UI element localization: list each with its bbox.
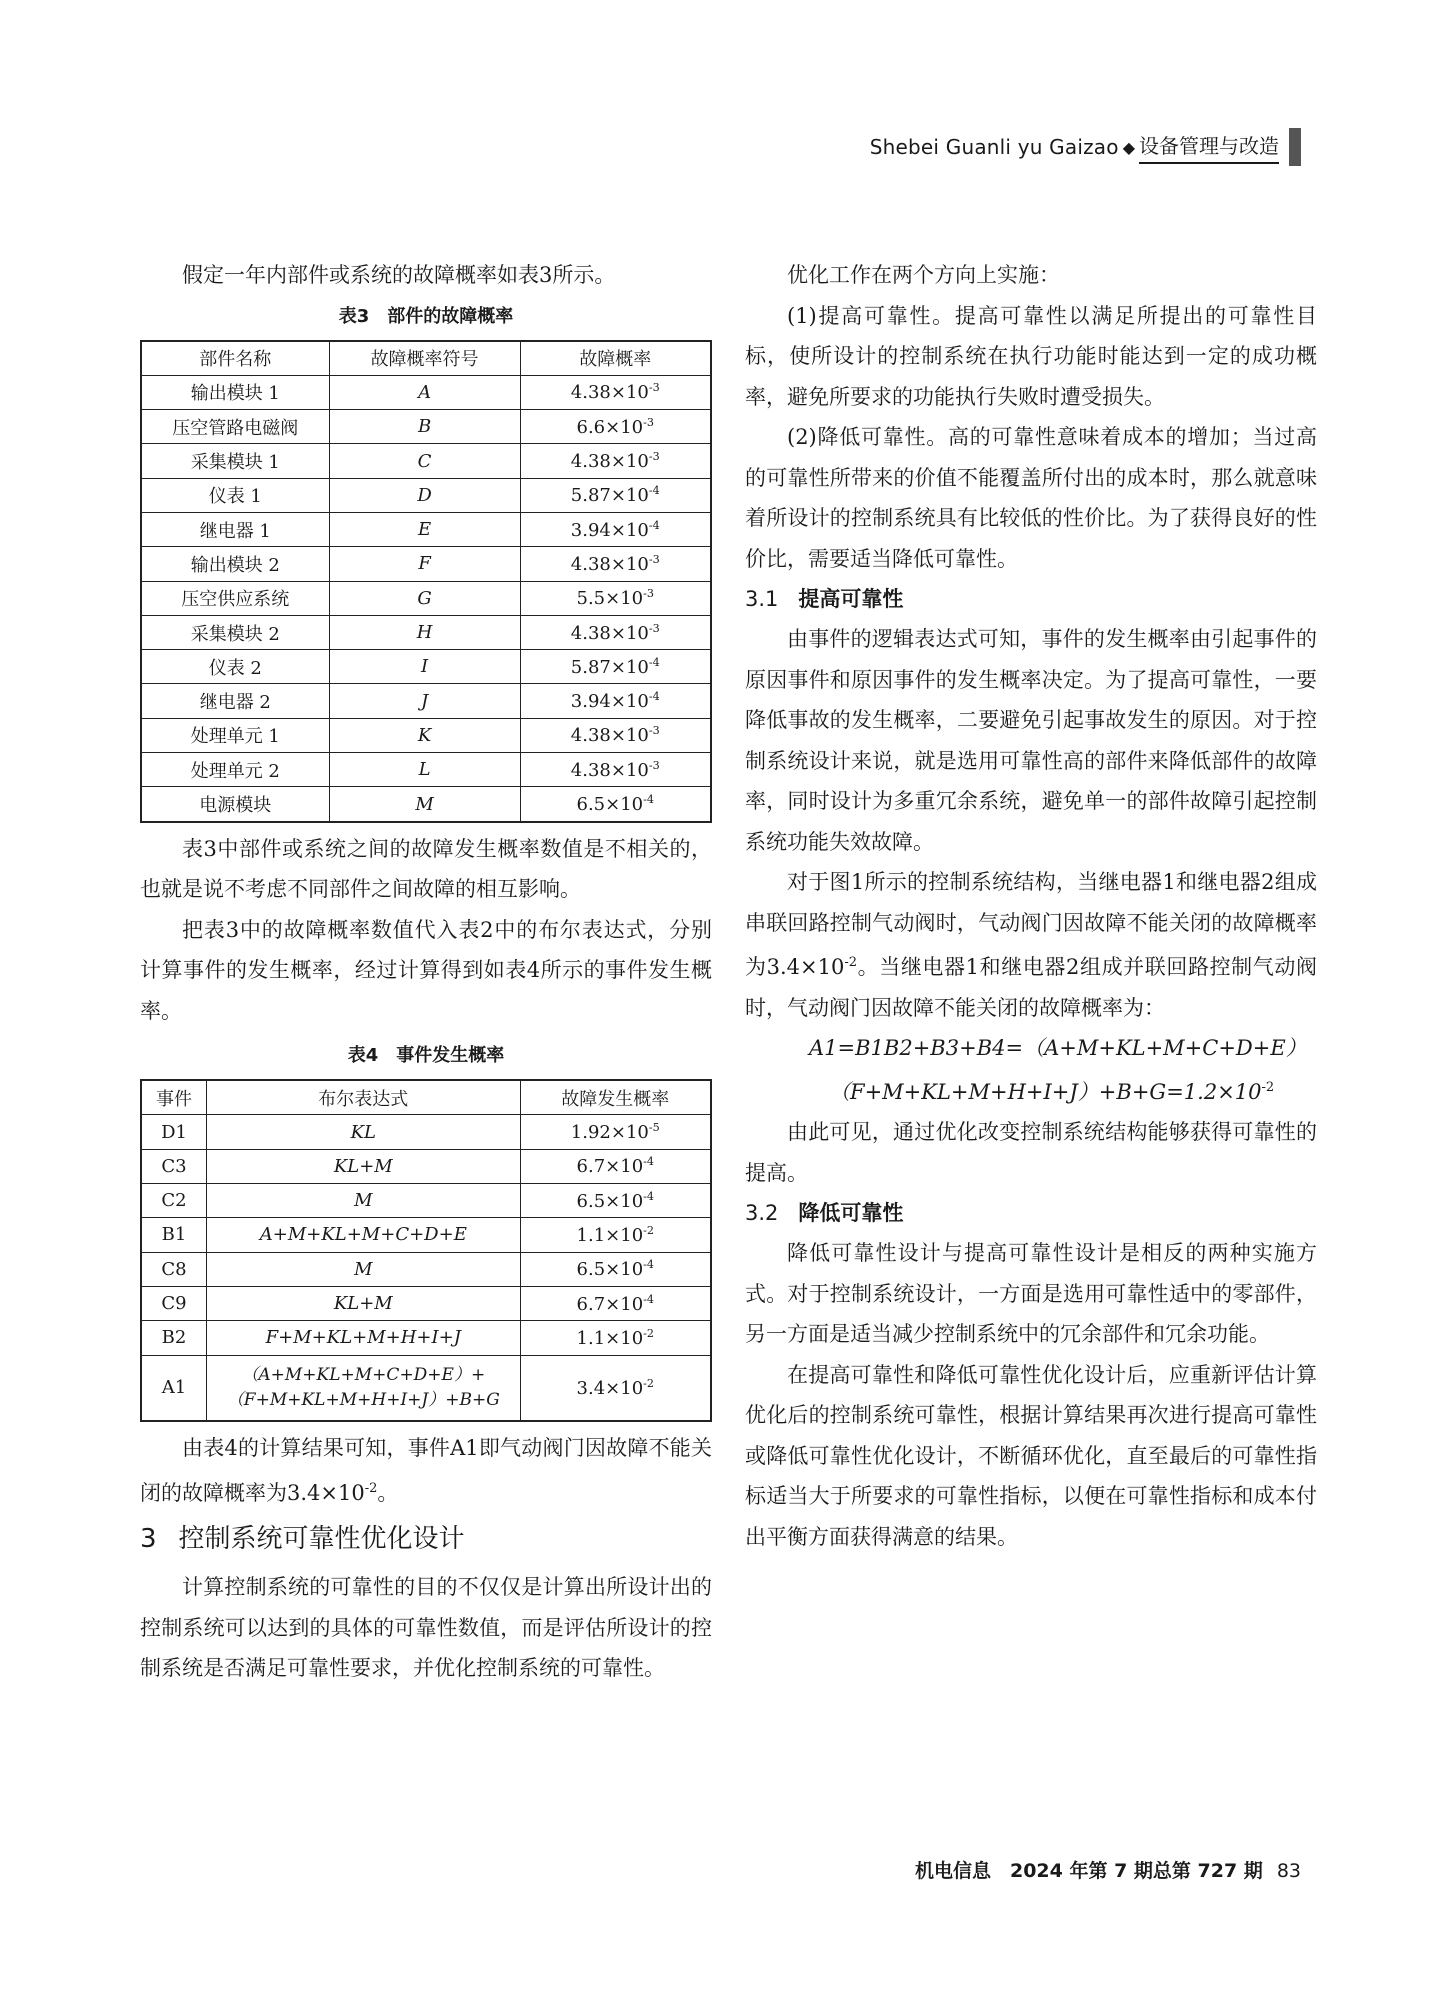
table-cell-expression-text: F+M+KL+M+H+I+J <box>265 1327 461 1349</box>
table-cell-event: C3 <box>141 1149 207 1183</box>
table-header-cell: 部件名称 <box>141 341 329 376</box>
table-cell-symbol <box>329 753 520 787</box>
table-cell-probability: $4.38\times 10^{-3}$ <box>520 718 711 752</box>
probability-mantissa: 6.5 <box>576 1259 606 1281</box>
table-cell-probability: $4.38\times 10^{-3}$ <box>520 375 711 409</box>
table3-caption: 表3 部件的故障概率 <box>338 305 514 327</box>
probability-mantissa: 4.38 <box>570 622 611 644</box>
text-span: 。当继电器1和继电器2组成并联回路控制气动阀时，气动阀门因故障不能关闭的故障概率为： <box>745 955 1317 1020</box>
table-cell-probability: $5.87\times 10^{-4}$ <box>520 650 711 684</box>
probability-mantissa: 4.38 <box>570 451 611 473</box>
probability-exponent: -4 <box>648 518 660 532</box>
probability-exponent: -4 <box>643 1155 655 1169</box>
table-cell-expression <box>207 1321 521 1355</box>
table-cell-symbol <box>329 581 520 615</box>
table-row <box>141 410 711 444</box>
probability-exponent: -3 <box>648 724 660 738</box>
table-cell-symbol <box>329 684 520 718</box>
table-cell-probability: $4.38\times 10^{-3}$ <box>520 615 711 649</box>
probability-exponent: -4 <box>643 1189 655 1203</box>
table-cell-expression-text: M <box>354 1258 373 1280</box>
text-span: 由表4的计算结果可知，事件A1即气动阀门因故障不能关闭的故障概率为3.4×10 <box>140 1436 712 1505</box>
table-header-row <box>141 341 711 376</box>
table-cell-symbol <box>329 444 520 478</box>
table-cell-symbol-text: J <box>420 690 429 712</box>
exponent: -2 <box>364 1480 378 1496</box>
table-cell-symbol-text: M <box>415 793 434 815</box>
table-cell-expression-text: KL+M <box>333 1293 393 1315</box>
table-cell-expression-text: KL <box>350 1121 376 1143</box>
table3 <box>140 340 712 823</box>
subsection-number: 3.1 <box>745 587 779 611</box>
paragraph: 优化工作在两个方向上实施： <box>787 263 1060 287</box>
table-cell-probability: $5.5\times 10^{-3}$ <box>520 581 711 615</box>
probability-exponent: -3 <box>643 587 655 601</box>
probability-exponent: -3 <box>643 415 655 429</box>
table-cell-symbol-text: F <box>418 553 431 575</box>
table-cell-symbol-text: I <box>421 656 429 678</box>
table-cell-expression <box>207 1286 521 1320</box>
table-cell-event: B1 <box>141 1218 207 1252</box>
probability-mantissa: 1.92 <box>570 1122 611 1144</box>
paragraph: 由事件的逻辑表达式可知，事件的发生概率由引起事件的原因事件和原因事件的发生概率决定。为了提高可靠性，一要降低事故的发生概率，二要避免引起事故发生的原因。对于控制系统设计来说，就是选用可靠性高的部件来降低部件的故障率，同时设计为多重冗余系统，避免单一的部件故障引起控制系统功能失效故障。 <box>745 627 1317 854</box>
table-row <box>141 615 711 649</box>
table-cell-symbol <box>329 787 520 822</box>
journal-chinese-name: 设备管理与改造 <box>1139 130 1279 164</box>
probability-exponent: -4 <box>643 793 655 806</box>
probability-exponent: -4 <box>643 1292 655 1306</box>
section-title: 控制系统可靠性优化设计 <box>178 1524 465 1555</box>
probability-exponent: -4 <box>648 690 660 704</box>
paragraph: 计算控制系统的可靠性的目的不仅仅是计算出所设计出的控制系统可以达到的具体的可靠性数值，而是评估所设计的控制系统是否满足可靠性要求，并优化控制系统的可靠性。 <box>140 1575 712 1681</box>
table-cell-symbol <box>329 718 520 752</box>
table-cell-probability: $6.5\times 10^{-4}$ <box>520 1252 711 1286</box>
table-row <box>141 1218 711 1252</box>
equation-text: （F+M+KL+M+H+I+J）+B+G=1.2×10 <box>829 1080 1262 1104</box>
table-cell-symbol <box>329 478 520 512</box>
table-row <box>141 787 711 822</box>
paragraph: (1)提高可靠性。提高可靠性以满足所提出的可靠性目标，使所设计的控制系统在执行功能时能达到一定的成功概率，避免所要求的功能执行失败时遭受损失。 <box>745 303 1317 409</box>
table-cell-probability: $4.38\times 10^{-3}$ <box>520 547 711 581</box>
table-row <box>141 1184 711 1218</box>
paragraph: 假定一年内部件或系统的故障概率如表3所示。 <box>182 263 616 287</box>
table-cell-event: C2 <box>141 1184 207 1218</box>
section-number: 3 <box>140 1524 157 1555</box>
probability-mantissa: 5.5 <box>576 588 606 610</box>
table-row <box>141 1252 711 1286</box>
table-row <box>141 753 711 787</box>
table-cell-symbol-text: H <box>416 622 433 644</box>
table-cell-expression <box>207 1355 521 1421</box>
probability-mantissa: 4.38 <box>570 725 611 747</box>
paragraph <box>745 862 1317 1028</box>
table-cell-probability: $1.92\times 10^{-5}$ <box>520 1115 711 1149</box>
journal-issue-info: 机电信息 2024 年第 7 期总第 727 期 <box>914 1860 1263 1882</box>
table-cell-probability: $1.1\times 10^{-2}$ <box>520 1321 711 1355</box>
probability-mantissa: 3.94 <box>570 691 611 713</box>
table-cell-expression <box>207 1218 521 1252</box>
table-cell-component: 压空供应系统 <box>141 581 329 615</box>
table-cell-symbol-text: L <box>418 759 431 781</box>
probability-exponent: -2 <box>643 1223 655 1237</box>
table-cell-symbol-text: K <box>417 724 432 746</box>
equation-text: A1=B1B2+B3+B4=（A+M+KL+M+C+D+E） <box>809 1036 1307 1060</box>
paragraph: 把表3中的故障概率数值代入表2中的布尔表达式，分别计算事件的发生概率，经过计算得到如表4所示的事件发生概率。 <box>140 917 712 1023</box>
paragraph: 由此可见，通过优化改变控制系统结构能够获得可靠性的提高。 <box>745 1120 1317 1185</box>
probability-mantissa: 6.7 <box>576 1156 606 1178</box>
probability-exponent: -3 <box>648 552 660 566</box>
table-cell-component: 继电器 1 <box>141 512 329 546</box>
table-header-cell: 故障概率符号 <box>329 341 520 376</box>
table-header-cell: 故障发生概率 <box>520 1080 711 1115</box>
table-cell-component: 仪表 1 <box>141 478 329 512</box>
table4-body <box>141 1115 711 1355</box>
subsection-title: 提高可靠性 <box>798 587 904 611</box>
section-heading <box>140 1519 712 1559</box>
expression-line: （A+M+KL+M+C+D+E）+ <box>241 1364 486 1385</box>
equation-line <box>745 1028 1317 1068</box>
table-cell-component: 采集模块 2 <box>141 615 329 649</box>
table-cell-event: C9 <box>141 1286 207 1320</box>
table-cell-component: 输出模块 1 <box>141 375 329 409</box>
table-cell-symbol <box>329 410 520 444</box>
table-row <box>141 650 711 684</box>
table-row <box>141 375 711 409</box>
probability-mantissa: 1.1 <box>576 1224 606 1246</box>
table-cell-symbol <box>329 650 520 684</box>
subsection-heading <box>745 1193 1317 1233</box>
table-row <box>141 1355 711 1421</box>
probability-mantissa: 5.87 <box>570 656 611 678</box>
running-head <box>870 128 1301 166</box>
table-cell-expression <box>207 1115 521 1149</box>
page-number: 83 <box>1276 1860 1301 1882</box>
table-cell-event: B2 <box>141 1321 207 1355</box>
page-footer <box>915 1856 1301 1883</box>
table-cell-probability: $1.1\times 10^{-2}$ <box>520 1218 711 1252</box>
table3-body <box>141 375 711 821</box>
table-cell-event: A1 <box>141 1355 207 1421</box>
table-header-cell: 布尔表达式 <box>207 1080 521 1115</box>
table-row <box>141 1286 711 1320</box>
subsection-title: 降低可靠性 <box>798 1201 904 1225</box>
table-cell-symbol-text: A <box>418 381 432 403</box>
table-cell-expression-text: KL+M <box>333 1155 393 1177</box>
table-cell-symbol <box>329 615 520 649</box>
table-row <box>141 684 711 718</box>
table-row <box>141 478 711 512</box>
table-row <box>141 444 711 478</box>
table-row <box>141 1149 711 1183</box>
table-cell-probability: $6.6\times 10^{-3}$ <box>520 410 711 444</box>
equation-line <box>745 1068 1317 1112</box>
probability-mantissa: 4.38 <box>570 759 611 781</box>
table-header-cell: 事件 <box>141 1080 207 1115</box>
probability-mantissa: 1.1 <box>576 1327 606 1349</box>
probability-exponent: -2 <box>643 1326 655 1340</box>
right-column <box>745 255 1317 1557</box>
probability-exponent: -4 <box>648 655 660 669</box>
table-cell-component: 处理单元 1 <box>141 718 329 752</box>
table-cell-symbol-text: D <box>417 484 432 506</box>
probability-mantissa: 3.94 <box>570 519 611 541</box>
table-row <box>141 581 711 615</box>
paragraph: 表3中部件或系统之间的故障发生概率数值是不相关的，也就是说不考虑不同部件之间故障的相互影响。 <box>140 836 712 902</box>
probability-exponent: -2 <box>643 1376 655 1390</box>
probability-mantissa: 4.38 <box>570 382 611 404</box>
table-cell-symbol <box>329 375 520 409</box>
probability-mantissa: 6.5 <box>576 794 606 815</box>
text-span: 。 <box>377 1480 399 1505</box>
table-cell-probability: $6.7\times 10^{-4}$ <box>520 1286 711 1320</box>
probability-exponent: -4 <box>643 1258 655 1272</box>
table-cell-component: 继电器 2 <box>141 684 329 718</box>
probability-mantissa: 4.38 <box>570 553 611 575</box>
probability-mantissa: 5.87 <box>570 485 611 507</box>
table-row <box>141 512 711 546</box>
table-cell-expression-text: M <box>354 1190 373 1212</box>
table4-caption: 表4 事件发生概率 <box>347 1045 505 1067</box>
journal-latin-name: Shebei Guanli yu Gaizao <box>869 135 1119 159</box>
table-cell-expression <box>207 1184 521 1218</box>
probability-exponent: -3 <box>648 758 660 772</box>
exponent: -2 <box>1261 1080 1275 1095</box>
table-cell-component: 采集模块 1 <box>141 444 329 478</box>
table-cell-symbol-text: E <box>417 519 432 541</box>
table-cell-expression <box>207 1252 521 1286</box>
table-row <box>141 1321 711 1355</box>
paragraph: (2)降低可靠性。高的可靠性意味着成本的增加；当过高的可靠性所带来的价值不能覆盖所付出的成本时，那么就意味着所设计的控制系统具有比较低的性价比。为了获得良好的性价比，需要适当降低可靠性。 <box>745 425 1317 571</box>
exponent: -2 <box>844 955 858 970</box>
table4 <box>140 1079 712 1422</box>
probability-exponent: -3 <box>648 621 660 635</box>
table-cell-probability: $6.5\times 10^{-4}$ <box>520 787 711 822</box>
table-cell-probability: $3.94\times 10^{-4}$ <box>520 512 711 546</box>
text-span: 对于图1所示的控制系统结构，当继电器1和继电器2组成串联回路控制气动阀时，气动阀门因故障不能关闭的故障概率为3.4×10 <box>745 870 1317 979</box>
probability-exponent: -3 <box>648 381 660 395</box>
table-cell-symbol-text: G <box>417 587 432 609</box>
header-bar-decoration <box>1289 128 1301 166</box>
table-cell-probability: $3.94\times 10^{-4}$ <box>520 684 711 718</box>
table-row <box>141 1115 711 1149</box>
table-cell-component: 输出模块 2 <box>141 547 329 581</box>
table-cell-symbol <box>329 512 520 546</box>
probability-exponent: -3 <box>648 450 660 464</box>
table-cell-symbol-text: C <box>417 450 432 472</box>
probability-mantissa: 6.5 <box>576 1190 606 1212</box>
probability-mantissa: 6.7 <box>576 1293 606 1315</box>
diamond-icon: ◆ <box>1122 137 1135 157</box>
table-cell-component: 仪表 2 <box>141 650 329 684</box>
table-row <box>141 547 711 581</box>
subsection-number: 3.2 <box>745 1201 779 1225</box>
probability-exponent: -5 <box>648 1121 660 1135</box>
table-cell-symbol <box>329 547 520 581</box>
table-cell-component: 处理单元 2 <box>141 753 329 787</box>
paragraph <box>140 1428 712 1513</box>
table-cell-probability: $3.4\times 10^{-2}$ <box>520 1355 711 1421</box>
table-cell-event: D1 <box>141 1115 207 1149</box>
table-cell-symbol-text: B <box>417 416 432 438</box>
table-cell-event: C8 <box>141 1252 207 1286</box>
table-header-row <box>141 1080 711 1115</box>
table-cell-probability: $4.38\times 10^{-3}$ <box>520 444 711 478</box>
paragraph: 在提高可靠性和降低可靠性优化设计后，应重新评估计算优化后的控制系统可靠性，根据计算结果再次进行提高可靠性或降低可靠性优化设计，不断循环优化，直至最后的可靠性指标适当大于所要求的可靠性指标，以便在可靠性指标和成本付出平衡方面获得满意的结果。 <box>745 1362 1317 1549</box>
table-cell-probability: $4.38\times 10^{-3}$ <box>520 753 711 787</box>
paragraph: 降低可靠性设计与提高可靠性设计是相反的两种实施方式。对于控制系统设计，一方面是选用可靠性适中的零部件，另一方面是适当减少控制系统中的冗余部件和冗余功能。 <box>745 1241 1317 1346</box>
table-cell-probability: $5.87\times 10^{-4}$ <box>520 478 711 512</box>
table-cell-probability: $6.5\times 10^{-4}$ <box>520 1184 711 1218</box>
table-cell-probability: $6.7\times 10^{-4}$ <box>520 1149 711 1183</box>
table-cell-expression <box>207 1149 521 1183</box>
subsection-heading <box>745 579 1317 619</box>
table-header-cell: 故障概率 <box>520 341 711 376</box>
table-cell-component: 压空管路电磁阀 <box>141 410 329 444</box>
table-cell-expression-text: A+M+KL+M+C+D+E <box>259 1224 467 1246</box>
probability-exponent: -4 <box>648 484 660 498</box>
table-cell-component: 电源模块 <box>141 787 329 822</box>
left-column <box>140 255 712 1689</box>
table-row <box>141 718 711 752</box>
expression-line: （F+M+KL+M+H+I+J）+B+G <box>226 1389 500 1410</box>
probability-mantissa: 6.6 <box>576 416 606 438</box>
probability-mantissa: 3.4 <box>576 1377 606 1399</box>
